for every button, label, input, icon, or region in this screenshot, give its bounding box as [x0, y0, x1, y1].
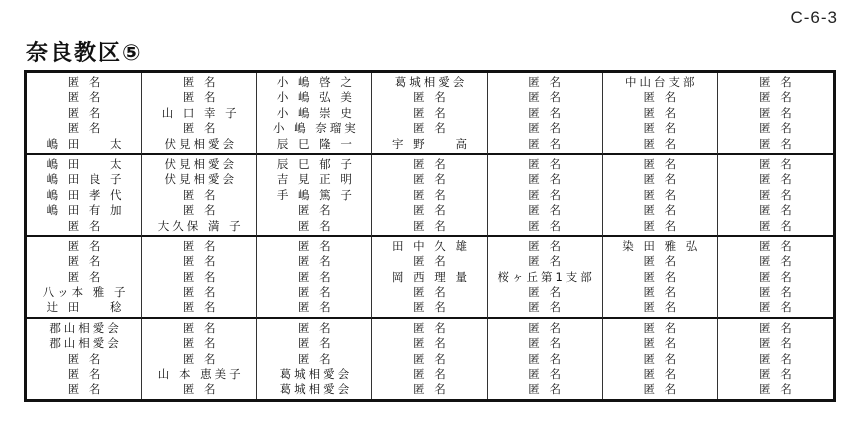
- name-entry: 匿 名: [759, 203, 795, 218]
- name-entry: 匿 名: [298, 320, 334, 335]
- name-entry: 匿 名: [413, 336, 449, 351]
- name-entry: 匿 名: [298, 285, 334, 300]
- name-entry: 染 田 雅 弘: [622, 238, 701, 253]
- name-block: [372, 73, 487, 155]
- name-entry: 匿 名: [759, 269, 795, 284]
- name-entry: 匿 名: [413, 90, 449, 105]
- name-entry: 匿 名: [759, 218, 795, 233]
- name-block: [718, 319, 833, 399]
- name-entry: 匿 名: [67, 75, 104, 89]
- name-entry: 大久保 満 子: [157, 218, 244, 233]
- name-entry: 匿 名: [298, 238, 334, 253]
- name-entry: 匿 名: [643, 382, 680, 397]
- name-entry: 嶋 田 良 子: [46, 172, 125, 187]
- name-entry: 中山台支部: [625, 75, 698, 89]
- page-title: 奈良教区⑤: [26, 41, 143, 66]
- name-entry: 匿 名: [413, 367, 449, 382]
- name-entry: 辰 巳 隆 一: [276, 136, 355, 151]
- name-entry: 匿 名: [182, 75, 219, 89]
- name-block: [257, 237, 372, 319]
- name-block: [142, 237, 257, 319]
- name-entry: 匿 名: [413, 156, 449, 171]
- name-entry: 山 本 恵美子: [157, 367, 244, 382]
- name-entry: 匿 名: [528, 121, 564, 136]
- name-block: [488, 73, 603, 155]
- name-block: [142, 73, 257, 155]
- name-entry: 匿 名: [643, 351, 680, 366]
- name-block: [488, 237, 603, 319]
- name-entry: 匿 名: [182, 269, 219, 284]
- name-entry: 匿 名: [182, 382, 219, 397]
- name-entry: 嶋 田 太: [46, 156, 125, 171]
- name-entry: 匿 名: [182, 203, 219, 218]
- name-block: [718, 73, 833, 155]
- name-entry: 匿 名: [759, 187, 795, 202]
- name-entry: 匿 名: [413, 105, 449, 120]
- name-entry: 匿 名: [528, 105, 564, 120]
- name-entry: 匿 名: [643, 203, 680, 218]
- name-entry: 辰 巳 郁 子: [276, 156, 355, 171]
- name-entry: 匿 名: [643, 156, 680, 171]
- name-entry: 匿 名: [298, 269, 334, 284]
- name-entry: 吉 見 正 明: [276, 172, 355, 187]
- name-entry: 匿 名: [182, 90, 219, 105]
- name-entry: 匿 名: [643, 300, 680, 315]
- name-entry: 匿 名: [67, 90, 104, 105]
- name-entry: 小 嶋 啓 之: [276, 75, 355, 89]
- name-entry: 匿 名: [182, 336, 219, 351]
- name-entry: 匿 名: [67, 238, 104, 253]
- name-block: [603, 155, 718, 237]
- name-entry: 宇 野 高: [392, 136, 470, 151]
- name-entry: 郡山相愛会: [49, 320, 122, 335]
- name-entry: 匿 名: [298, 254, 334, 269]
- name-entry: 八ッ本 雅 子: [42, 285, 129, 300]
- name-entry: 匿 名: [413, 320, 449, 335]
- name-entry: 匿 名: [298, 300, 334, 315]
- name-entry: 匿 名: [528, 382, 564, 397]
- name-entry: 匿 名: [182, 121, 219, 136]
- name-entry: 匿 名: [182, 351, 219, 366]
- name-entry: 匿 名: [643, 90, 680, 105]
- name-entry: 匿 名: [528, 172, 564, 187]
- name-entry: 匿 名: [643, 136, 680, 151]
- name-entry: 伏見相愛会: [164, 156, 237, 171]
- name-entry: 匿 名: [528, 187, 564, 202]
- name-block: [718, 155, 833, 237]
- name-entry: 匿 名: [759, 156, 795, 171]
- name-entry: 匿 名: [643, 105, 680, 120]
- name-block: [27, 319, 142, 399]
- name-entry: 匿 名: [67, 269, 104, 284]
- name-entry: 匿 名: [528, 218, 564, 233]
- name-entry: 匿 名: [759, 136, 795, 151]
- name-entry: 葛城相愛会: [279, 367, 353, 382]
- name-block: [372, 237, 487, 319]
- name-entry: 岡 西 理 量: [392, 269, 470, 284]
- name-entry: 匿 名: [528, 90, 564, 105]
- name-entry: 伏見相愛会: [164, 136, 237, 151]
- name-entry: 匿 名: [528, 238, 564, 253]
- name-block: [142, 155, 257, 237]
- name-entry: 匿 名: [182, 238, 219, 253]
- name-block: [27, 73, 142, 155]
- name-entry: 匿 名: [759, 320, 795, 335]
- name-entry: 嶋 田 太: [46, 136, 125, 151]
- name-entry: 匿 名: [528, 320, 564, 335]
- name-entry: 匿 名: [413, 203, 449, 218]
- name-entry: 匿 名: [67, 351, 104, 366]
- name-entry: 匿 名: [528, 351, 564, 366]
- name-entry: 匿 名: [528, 367, 564, 382]
- name-entry: 匿 名: [413, 172, 449, 187]
- name-block: [27, 237, 142, 319]
- name-entry: 匿 名: [528, 285, 564, 300]
- name-block: [372, 155, 487, 237]
- name-entry: 匿 名: [298, 218, 334, 233]
- name-block: [257, 73, 372, 155]
- name-entry: 山 口 幸 子: [161, 105, 240, 120]
- name-entry: 匿 名: [67, 218, 104, 233]
- name-entry: 匿 名: [298, 336, 334, 351]
- name-entry: 匿 名: [759, 285, 795, 300]
- name-entry: 匿 名: [528, 336, 564, 351]
- donor-name-grid: [24, 70, 836, 402]
- name-entry: 匿 名: [182, 187, 219, 202]
- name-entry: 葛城相愛会: [394, 75, 468, 89]
- name-entry: 匿 名: [759, 382, 795, 397]
- name-entry: 匿 名: [759, 367, 795, 382]
- name-entry: 匿 名: [182, 254, 219, 269]
- name-entry: 匿 名: [528, 156, 564, 171]
- name-entry: 匿 名: [298, 351, 334, 366]
- name-entry: 匿 名: [643, 187, 680, 202]
- name-entry: 匿 名: [759, 336, 795, 351]
- name-entry: 匿 名: [759, 351, 795, 366]
- name-entry: 郡山相愛会: [49, 336, 122, 351]
- name-entry: 匿 名: [643, 254, 680, 269]
- name-entry: 伏見相愛会: [164, 172, 237, 187]
- name-entry: 匿 名: [759, 254, 795, 269]
- name-entry: 匿 名: [643, 269, 680, 284]
- name-entry: 匿 名: [643, 336, 680, 351]
- name-block: [27, 155, 142, 237]
- name-entry: 匿 名: [643, 367, 680, 382]
- name-entry: 小 嶋 崇 史: [276, 105, 355, 120]
- name-entry: 匿 名: [759, 172, 795, 187]
- name-block: [488, 155, 603, 237]
- name-block: [257, 155, 372, 237]
- name-block: [603, 319, 718, 399]
- name-entry: 手 嶋 篤 子: [276, 187, 355, 202]
- name-entry: 小 嶋 奈瑠実: [272, 121, 359, 136]
- name-entry: 嶋 田 有 加: [46, 203, 125, 218]
- name-entry: 匿 名: [67, 121, 104, 136]
- name-entry: 匿 名: [643, 320, 680, 335]
- name-entry: 匿 名: [413, 254, 449, 269]
- name-entry: 小 嶋 弘 美: [276, 90, 355, 105]
- name-entry: 匿 名: [643, 218, 680, 233]
- name-block: [257, 319, 372, 399]
- name-entry: 田 中 久 雄: [392, 238, 470, 253]
- name-entry: 匿 名: [759, 75, 795, 89]
- name-entry: 匿 名: [182, 285, 219, 300]
- name-entry: 匿 名: [759, 238, 795, 253]
- name-block: [718, 237, 833, 319]
- name-entry: 匿 名: [413, 382, 449, 397]
- name-block: [603, 237, 718, 319]
- name-entry: 嶋 田 孝 代: [46, 187, 125, 202]
- name-block: [142, 319, 257, 399]
- name-entry: 匿 名: [759, 121, 795, 136]
- name-entry: 匿 名: [528, 75, 564, 89]
- name-entry: 匿 名: [643, 121, 680, 136]
- name-entry: 匿 名: [528, 136, 564, 151]
- name-entry: 匿 名: [182, 320, 219, 335]
- name-entry: 匿 名: [643, 285, 680, 300]
- name-entry: 匿 名: [528, 300, 564, 315]
- name-entry: 匿 名: [759, 105, 795, 120]
- name-entry: 匿 名: [413, 121, 449, 136]
- name-entry: 匿 名: [413, 300, 449, 315]
- name-entry: 匿 名: [643, 172, 680, 187]
- name-entry: 匿 名: [413, 351, 449, 366]
- name-entry: 桜ヶ丘第1支部: [497, 269, 595, 284]
- name-entry: 匿 名: [298, 203, 334, 218]
- name-entry: 匿 名: [759, 300, 795, 315]
- name-entry: 匿 名: [182, 300, 219, 315]
- name-entry: 匿 名: [413, 285, 449, 300]
- name-entry: 匿 名: [67, 105, 104, 120]
- name-entry: 匿 名: [528, 254, 564, 269]
- name-entry: 匿 名: [67, 382, 104, 397]
- page-code: C-6-3: [790, 8, 838, 27]
- name-block: [603, 73, 718, 155]
- name-entry: 匿 名: [67, 254, 104, 269]
- name-block: [488, 319, 603, 399]
- name-entry: 匿 名: [528, 203, 564, 218]
- name-entry: 匿 名: [413, 187, 449, 202]
- name-block: [372, 319, 487, 399]
- name-entry: 匿 名: [413, 218, 449, 233]
- name-entry: 匿 名: [67, 367, 104, 382]
- name-entry: 辻 田 稔: [46, 300, 125, 315]
- name-entry: 葛城相愛会: [279, 382, 353, 397]
- name-entry: 匿 名: [759, 90, 795, 105]
